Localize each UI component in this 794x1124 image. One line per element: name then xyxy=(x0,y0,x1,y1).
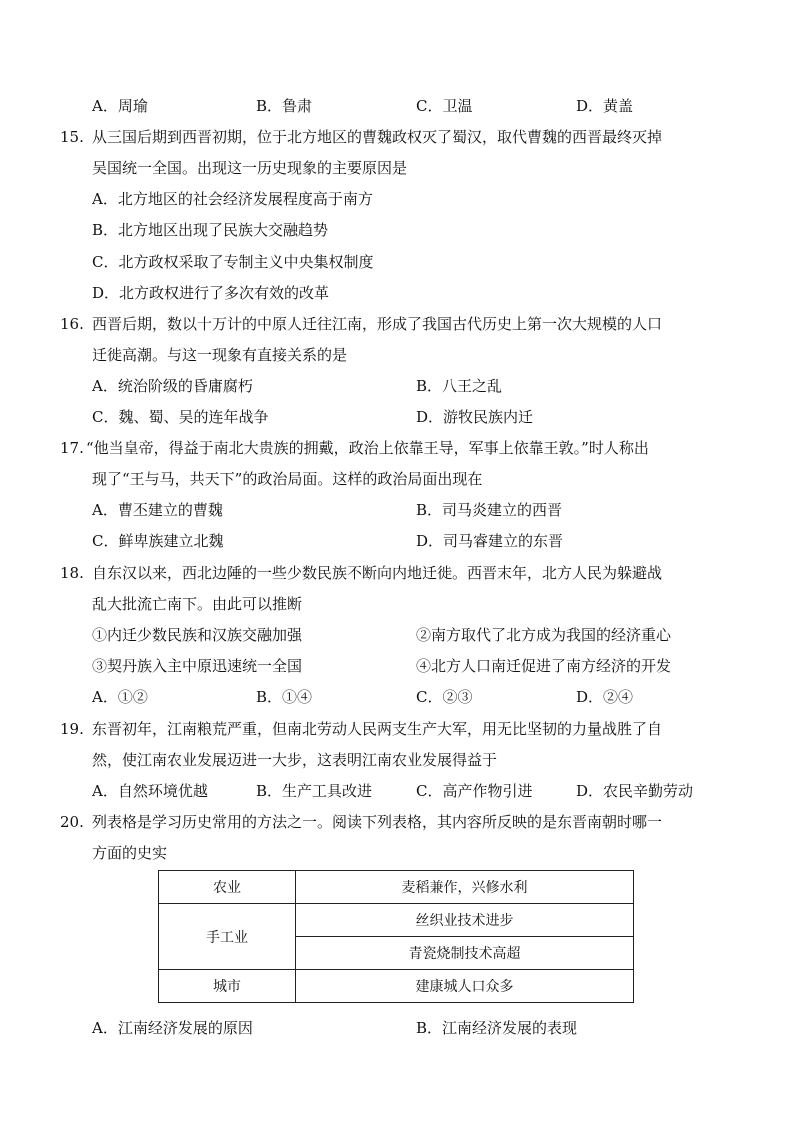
q18-statement-3: ③契丹族入主中原迅速统一全国 xyxy=(92,657,303,675)
q16-option-d: D．游牧民族内迁 xyxy=(416,408,534,426)
q20-stem-line-1: 列表格是学习历史常用的方法之一。阅读下列表格，其内容所反映的是东晋南朝时哪一 xyxy=(92,813,663,831)
q18-statement-1: ①内迁少数民族和汉族交融加强 xyxy=(92,626,303,644)
table-cell-agriculture-label: 农业 xyxy=(159,871,296,904)
table-row xyxy=(159,871,634,904)
q15-number: 15. xyxy=(60,128,84,146)
table-cell-city-value: 建康城人口众多 xyxy=(296,970,634,1003)
q17-option-d: D．司马睿建立的东晋 xyxy=(416,532,564,550)
q20-option-a: A．江南经济发展的原因 xyxy=(92,1019,253,1037)
q18-stem-line-2: 乱大批流亡南下。由此可以推断 xyxy=(92,595,303,613)
table-cell-handicraft-value-1: 丝织业技术进步 xyxy=(296,904,634,937)
economy-table xyxy=(158,870,634,1003)
q18-statement-2: ②南方取代了北方成为我国的经济重心 xyxy=(416,626,672,644)
q16-number: 16. xyxy=(60,315,84,333)
q14-option-b: B．鲁肃 xyxy=(256,97,313,115)
table-cell-city-label: 城市 xyxy=(159,970,296,1003)
q15-option-c: C．北方政权采取了专制主义中央集权制度 xyxy=(92,253,374,271)
q14-option-a: A．周瑜 xyxy=(92,97,148,115)
q17-stem-line-1: “他当皇帝，得益于南北大贵族的拥戴，政治上依靠王导，军事上依靠王敦。”时人称出 xyxy=(86,439,649,457)
table-cell-handicraft-value-2: 青瓷烧制技术高超 xyxy=(296,937,634,970)
q19-option-d: D．农民辛勤劳动 xyxy=(576,782,694,800)
q16-option-a: A．统治阶级的昏庸腐朽 xyxy=(92,377,253,395)
q17-option-a: A．曹丕建立的曹魏 xyxy=(92,501,223,519)
q19-option-a: A．自然环境优越 xyxy=(92,782,208,800)
q17-stem-line-2: 现了“王与马，共天下”的政治局面。这样的政治局面出现在 xyxy=(92,470,483,488)
q14-option-d: D．黄盖 xyxy=(576,97,634,115)
table-row xyxy=(159,904,634,937)
q18-statement-4: ④北方人口南迁促进了南方经济的开发 xyxy=(416,657,672,675)
q19-number: 19. xyxy=(60,720,84,738)
q15-option-b: B．北方地区出现了民族大交融趋势 xyxy=(92,221,329,239)
q16-option-b: B．八王之乱 xyxy=(416,377,503,395)
q19-option-c: C．高产作物引进 xyxy=(416,782,533,800)
table-cell-agriculture-value: 麦稻兼作，兴修水利 xyxy=(296,871,634,904)
q16-stem-line-2: 迁徙高潮。与这一现象有直接关系的是 xyxy=(92,346,348,364)
q16-stem-line-1: 西晋后期，数以十万计的中原人迁往江南，形成了我国古代历史上第一次大规模的人口 xyxy=(92,315,663,333)
q15-stem-line-1: 从三国后期到西晋初期，位于北方地区的曹魏政权灭了蜀汉，取代曹魏的西晋最终灭掉 xyxy=(92,128,663,146)
q19-option-b: B．生产工具改进 xyxy=(256,782,373,800)
q14-option-c: C．卫温 xyxy=(416,97,473,115)
q18-option-d: D．②④ xyxy=(576,688,634,706)
q15-option-d: D．北方政权进行了多次有效的改革 xyxy=(92,284,330,302)
q20-number: 20. xyxy=(60,813,84,831)
q15-stem-line-2: 吴国统一全国。出现这一历史现象的主要原因是 xyxy=(92,159,408,177)
q16-option-c: C．魏、蜀、吴的连年战争 xyxy=(92,408,269,426)
q18-option-b: B．①④ xyxy=(256,688,313,706)
q20-stem-line-2: 方面的史实 xyxy=(92,844,168,862)
q17-option-b: B．司马炎建立的西晋 xyxy=(416,501,563,519)
q20-option-b: B．江南经济发展的表现 xyxy=(416,1019,578,1037)
q19-stem-line-1: 东晋初年，江南粮荒严重，但南北劳动人民两支生产大军，用无比坚韧的力量战胜了自 xyxy=(92,720,663,738)
q17-option-c: C．鲜卑族建立北魏 xyxy=(92,532,224,550)
q18-option-a: A．①② xyxy=(92,688,148,706)
q18-stem-line-1: 自东汉以来，西北边陲的一些少数民族不断向内地迁徙。西晋末年，北方人民为躲避战 xyxy=(92,564,663,582)
q18-option-c: C．②③ xyxy=(416,688,473,706)
q19-stem-line-2: 然，使江南农业发展迈进一大步，这表明江南农业发展得益于 xyxy=(92,751,498,769)
table-cell-handicraft-label: 手工业 xyxy=(159,904,296,970)
q17-number: 17. xyxy=(60,439,84,457)
table-row xyxy=(159,970,634,1003)
q15-option-a: A．北方地区的社会经济发展程度高于南方 xyxy=(92,190,373,208)
q18-number: 18. xyxy=(60,564,84,582)
